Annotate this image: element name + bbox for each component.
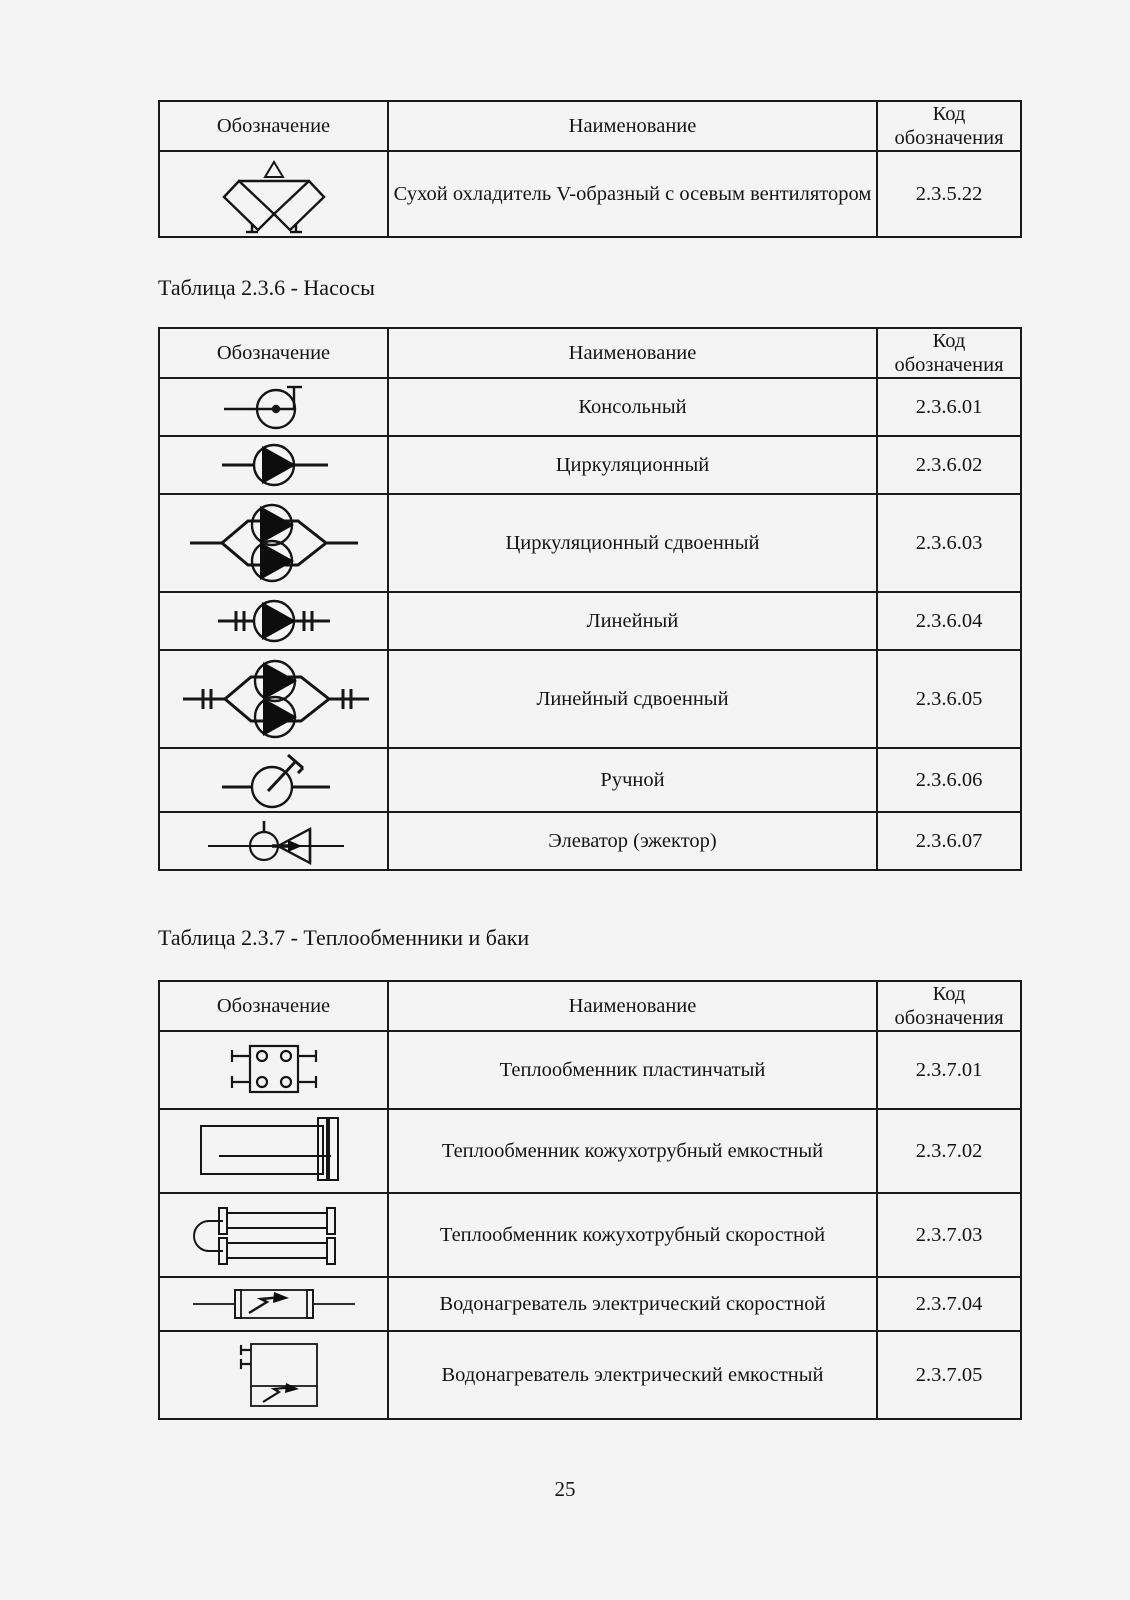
row-name: Теплообменник пластинчатый (388, 1031, 877, 1109)
table-row (159, 1031, 1021, 1109)
cantilever-pump-symbol (159, 378, 388, 436)
row-name: Теплообменник кожухотрубный емкостный (388, 1109, 877, 1193)
table-row (159, 1331, 1021, 1419)
column-header-symbol: Обозначение (159, 328, 388, 378)
column-header-code-line2: обозначения (894, 354, 1004, 377)
row-code: 2.3.6.03 (877, 494, 1021, 592)
column-header-symbol: Обозначение (159, 981, 388, 1031)
row-code: 2.3.7.02 (877, 1109, 1021, 1193)
table-2-3-7-heat-exchangers-and-tanks (158, 980, 1022, 1420)
column-header-name: Наименование (388, 328, 877, 378)
column-header-name: Наименование (388, 101, 877, 151)
row-code: 2.3.6.06 (877, 748, 1021, 812)
table-2-3-5-continuation (158, 100, 1022, 238)
row-code: 2.3.6.01 (877, 378, 1021, 436)
circulation-twin-pump-symbol (159, 494, 388, 592)
row-name: Линейный сдвоенный (388, 650, 877, 748)
row-name: Элеватор (эжектор) (388, 812, 877, 870)
row-name: Водонагреватель электрический емкостный (388, 1331, 877, 1419)
elevator-ejector-symbol (159, 812, 388, 870)
row-code: 2.3.7.01 (877, 1031, 1021, 1109)
row-name: Циркуляционный (388, 436, 877, 494)
table-row (159, 592, 1021, 650)
shell-tube-tank-heat-exchanger-symbol (159, 1109, 388, 1193)
table-row (159, 1109, 1021, 1193)
caption-table-2-3-7: Таблица 2.3.7 - Теплообменники и баки (158, 925, 530, 950)
table-header-row (159, 328, 1021, 378)
column-header-code (877, 981, 1021, 1031)
row-name: Циркуляционный сдвоенный (388, 494, 877, 592)
column-header-code-line2: обозначения (894, 127, 1004, 150)
table-header-row (159, 981, 1021, 1031)
row-code: 2.3.5.22 (877, 151, 1021, 237)
column-header-code-line1: Код (932, 983, 966, 1005)
column-header-code-line1: Код (932, 330, 966, 352)
row-code: 2.3.6.02 (877, 436, 1021, 494)
plate-heat-exchanger-symbol (159, 1031, 388, 1109)
row-code: 2.3.7.03 (877, 1193, 1021, 1277)
table-row (159, 1193, 1021, 1277)
row-name: Сухой охладитель V-образный с осевым вентилятором (388, 151, 877, 237)
inline-pump-symbol (159, 592, 388, 650)
table-header-row (159, 101, 1021, 151)
table-row (159, 650, 1021, 748)
page-number: 25 (554, 1477, 576, 1501)
inline-twin-pump-symbol (159, 650, 388, 748)
row-code: 2.3.7.05 (877, 1331, 1021, 1419)
row-code: 2.3.6.05 (877, 650, 1021, 748)
table-row (159, 378, 1021, 436)
row-code: 2.3.7.04 (877, 1277, 1021, 1331)
table-row (159, 812, 1021, 870)
column-header-code-line2: обозначения (894, 1007, 1004, 1030)
row-name: Водонагреватель электрический скоростной (388, 1277, 877, 1331)
v-shaped-dry-cooler-axial-fan-symbol (159, 151, 388, 237)
row-name: Ручной (388, 748, 877, 812)
row-name: Консольный (388, 378, 877, 436)
caption-table-2-3-6: Таблица 2.3.6 - Насосы (158, 275, 375, 300)
manual-pump-symbol (159, 748, 388, 812)
table-2-3-6-pumps (158, 327, 1022, 871)
electric-storage-water-heater-symbol (159, 1331, 388, 1419)
table-row (159, 748, 1021, 812)
table-row (159, 1277, 1021, 1331)
table-row (159, 494, 1021, 592)
column-header-name: Наименование (388, 981, 877, 1031)
shell-tube-rapid-heat-exchanger-symbol (159, 1193, 388, 1277)
table-row (159, 151, 1021, 237)
column-header-code-line1: Код (932, 103, 966, 125)
column-header-symbol: Обозначение (159, 101, 388, 151)
row-name: Теплообменник кожухотрубный скоростной (388, 1193, 877, 1277)
table-row (159, 436, 1021, 494)
row-code: 2.3.6.04 (877, 592, 1021, 650)
electric-instant-water-heater-symbol (159, 1277, 388, 1331)
column-header-code (877, 328, 1021, 378)
column-header-code (877, 101, 1021, 151)
circulation-pump-symbol (159, 436, 388, 494)
row-name: Линейный (388, 592, 877, 650)
row-code: 2.3.6.07 (877, 812, 1021, 870)
